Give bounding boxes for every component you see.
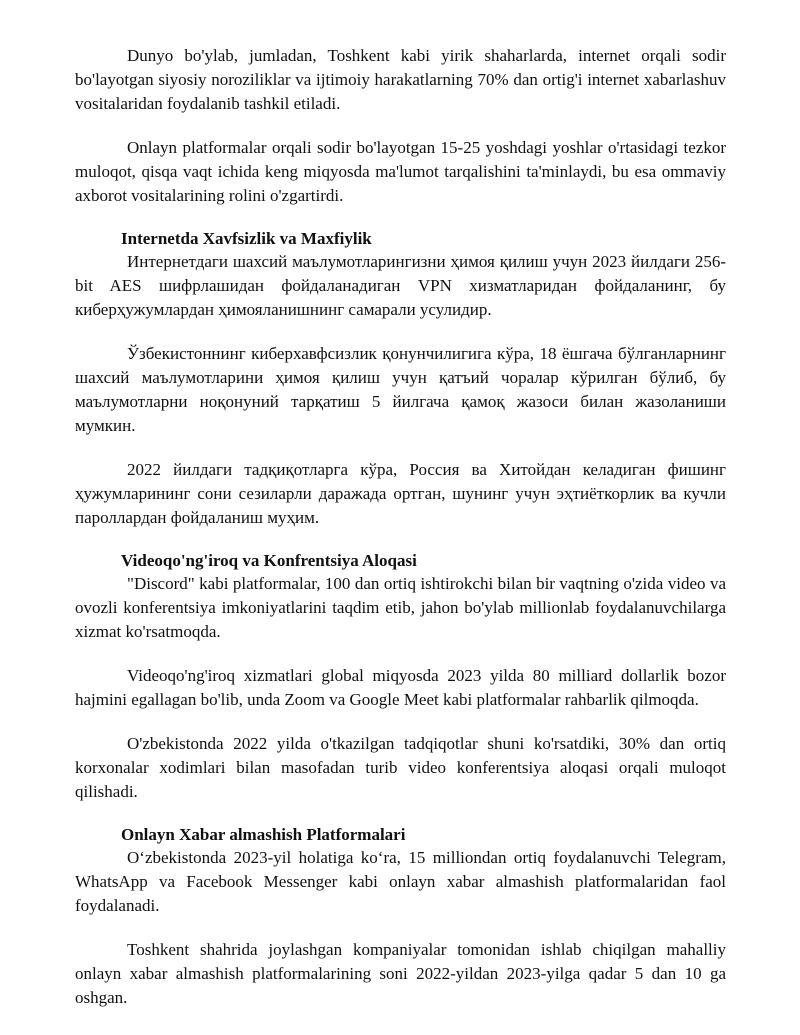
paragraph-cyber-law: Ўзбекистоннинг киберхавфсизлик қонунчилигига кўра, 18 ёшгача бўлганларнинг шахсий маълумотларини ҳимоя қилиш учун қатъий чоралар кўрилган бўлиб, бу маълумотларни ноқонуний тарқатиш 5 йилгача қамоқ жазоси билан жазоланиши мумкин. <box>75 344 726 435</box>
paragraph-messenger-users: O‘zbekistonda 2023-yil holatiga ko‘ra, 15 milliondan ortiq foydalanuvchi Telegram, WhatsApp va Facebook Messenger kabi onlayn xabar almashish platformalaridan faol foydalanadi. <box>75 848 726 915</box>
paragraph-vpn: Интернетдаги шахсий маълумотларингизни ҳимоя қилиш учун 2023 йилдаги 256-bit AES шифрлашидан фойдаланадиган VPN хизматларидан фойдаланинг, бу киберҳужумлардан ҳимояланишнинг самарали усулидир. <box>75 252 726 319</box>
paragraph-youth-communication: Onlayn platformalar orqali sodir bo'layotgan 15-25 yoshdagi yoshlar o'rtasidagi tezkor muloqot, qisqa vaqt ichida keng miqyosda ma'lumot tarqalishini ta'minlaydi, bu esa ommaviy axborot vositalarining rolini o'zgartirdi. <box>75 138 726 205</box>
heading-messaging: Onlayn Xabar almashish Platformalari <box>121 825 406 844</box>
heading-security: Internetda Xavfsizlik va Maxfiylik <box>121 229 372 248</box>
paragraph-protests: Dunyo bo'ylab, jumladan, Toshkent kabi yirik shaharlarda, internet orqali sodir bo'layotgan siyosiy noroziliklar va ijtimoiy harakatlarning 70% dan ortig'i internet xabarlashuv vositalaridan foydalanib tashkil etiladi. <box>75 46 726 113</box>
paragraph-video-market: Videoqo'ng'iroq xizmatlari global miqyosda 2023 yilda 80 milliard dollarlik bozor hajmini egallagan bo'lib, unda Zoom va Google Meet kabi platformalar rahbarlik qilmoqda. <box>75 666 726 709</box>
paragraph-discord: "Discord" kabi platformalar, 100 dan ortiq ishtirokchi bilan bir vaqtning o'zida video va ovozli konferentsiya imkoniyatlarini taqdim etib, jahon bo'ylab millionlab foydalanuvchilarga xizmat ko'rsatmoqda. <box>75 574 726 641</box>
heading-video: Videoqo'ng'iroq va Konfrentsiya Aloqasi <box>121 551 417 570</box>
paragraph-phishing: 2022 йилдаги тадқиқотларга кўра, Россия ва Хитойдан келадиган фишинг ҳужумларининг сони сезиларли даражада ортган, шунинг учун эҳтиёткорлик ва кучли пароллардан фойдаланиш муҳим. <box>75 460 726 527</box>
paragraph-local-platforms: Toshkent shahrida joylashgan kompaniyalar tomonidan ishlab chiqilgan mahalliy onlayn xabar almashish platformalarining soni 2022-yildan 2023-yilga qadar 5 dan 10 ga oshgan. <box>75 940 726 1007</box>
paragraph-remote-work: O'zbekistonda 2022 yilda o'tkazilgan tadqiqotlar shuni ko'rsatdiki, 30% dan ortiq korxonalar xodimlari bilan masofadan turib video konferentsiya aloqasi orqali muloqot qilishadi. <box>75 734 726 801</box>
